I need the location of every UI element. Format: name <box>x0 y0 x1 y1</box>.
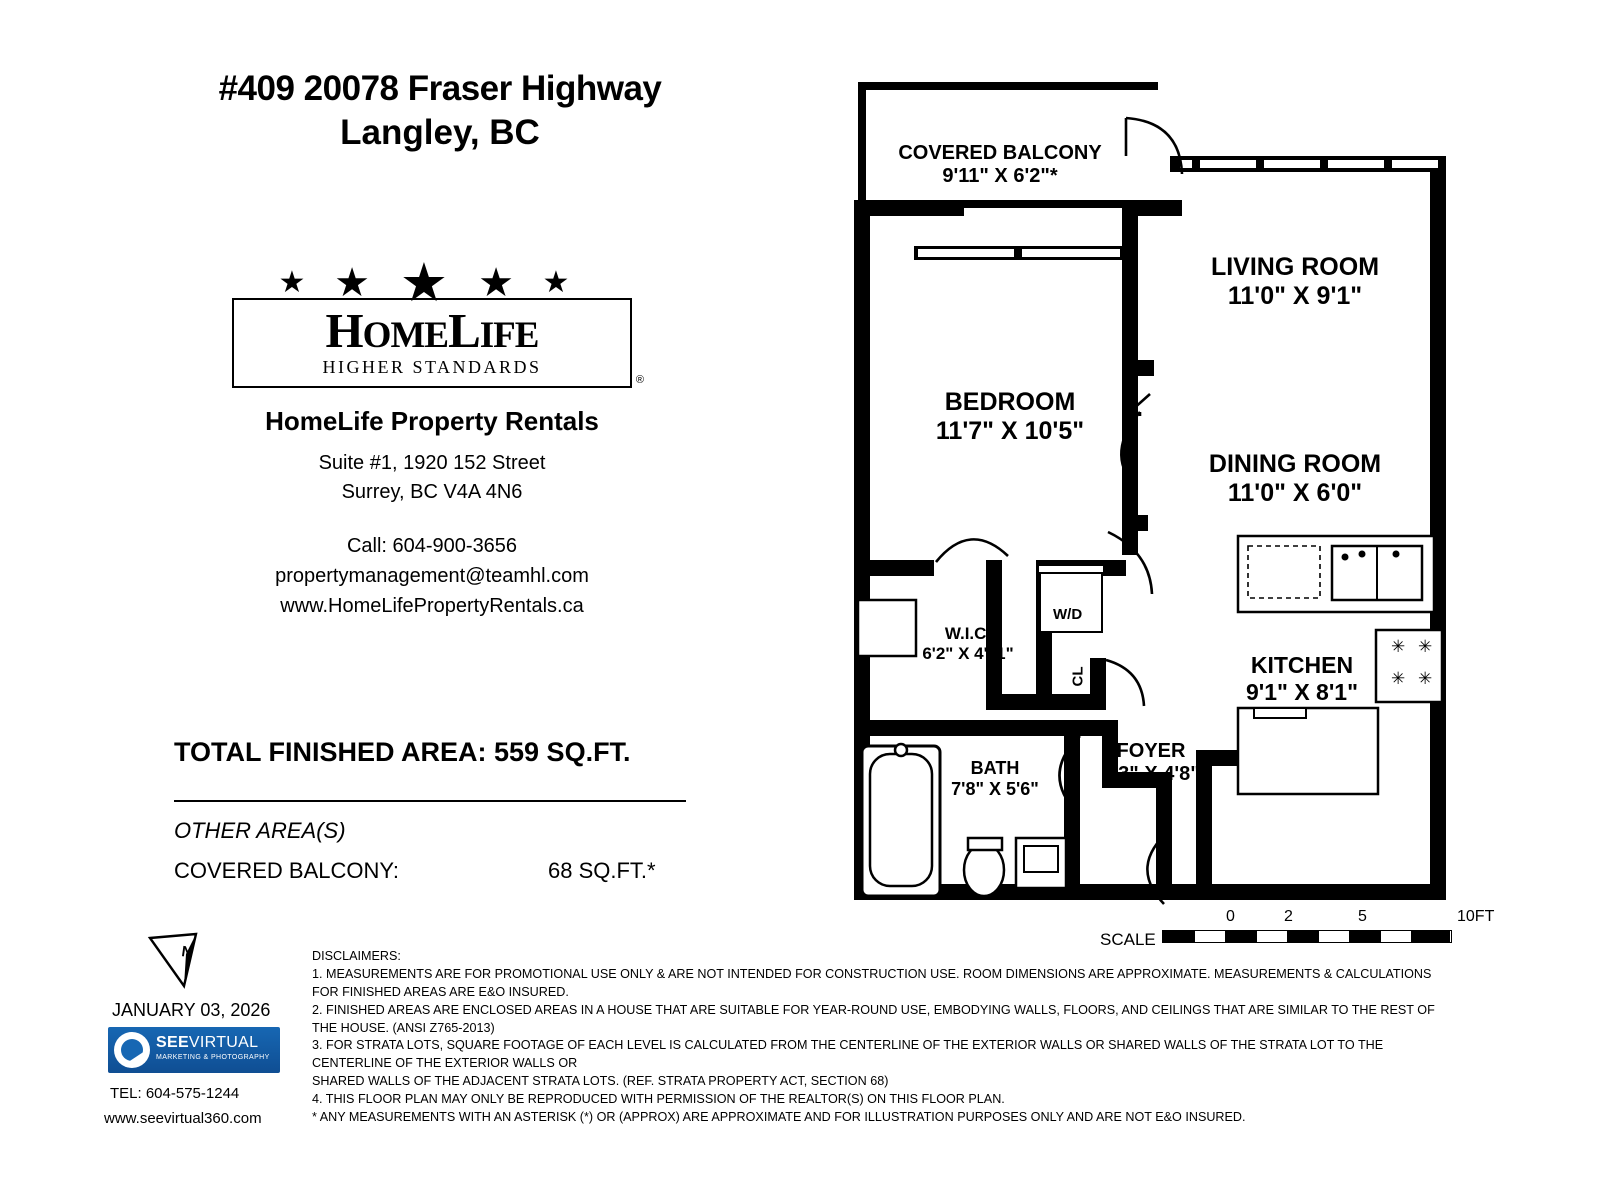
north-arrow-icon <box>144 930 234 992</box>
label-closet: CL <box>1069 666 1087 687</box>
room-dims: 5'3" X 4'8" <box>1102 763 1200 786</box>
svg-text:✳: ✳ <box>1418 669 1433 688</box>
disclaimer-item: 1. MEASUREMENTS ARE FOR PROMOTIONAL USE ONLY & ARE NOT INTENDED FOR CONSTRUCTION USE. ROOM DIMENSIONS ARE APPROXIMATE. MEASUREMENTS & CALCULATIONS FOR FINISHED AREAS ARE E&O INSURED. <box>312 966 1432 999</box>
divider <box>174 800 686 802</box>
star-icon: ★ <box>278 266 306 299</box>
company-contact <box>232 531 632 621</box>
scale-tick: 10FT <box>1457 908 1495 925</box>
company-website[interactable]: www.HomeLifePropertyRentals.ca <box>280 595 584 617</box>
company-address <box>232 449 632 507</box>
room-name: DINING ROOM <box>1208 450 1382 478</box>
room-dims: 7'8" X 5'6" <box>951 779 1039 800</box>
star-icon: ★ <box>399 253 449 313</box>
star-icon: ★ <box>334 261 370 305</box>
scale-bar <box>1162 930 1452 943</box>
room-label-foyer <box>1086 740 1216 787</box>
room-label-living-room <box>1180 253 1410 312</box>
seevirtual-logo <box>108 1027 280 1073</box>
disclaimer-item: 4. THIS FLOOR PLAN MAY ONLY BE REPRODUCED WITH PERMISSION OF THE REALTOR(S) ON THIS FLOOR PLAN. <box>312 1092 1005 1106</box>
disclaimer-item: * ANY MEASUREMENTS WITH AN ASTERISK (*) OR (APPROX) ARE APPROXIMATE AND FOR ILLUSTRATION PURPOSES ONLY AND ARE NOT E&O INSURED. <box>312 1109 1246 1124</box>
scale-tick: 5 <box>1358 908 1367 925</box>
label-washer-dryer: W/D <box>1053 606 1083 623</box>
room-label-wic <box>908 624 1028 664</box>
svg-text:✳: ✳ <box>1391 637 1406 656</box>
room-name: W.I.C. <box>944 624 992 643</box>
other-area-value: 68 SQ.FT.* <box>548 858 656 883</box>
room-label-kitchen <box>1222 652 1382 706</box>
seevirtual-subtitle: MARKETING & PHOTOGRAPHY <box>156 1054 270 1061</box>
star-icon: ★ <box>478 261 514 305</box>
room-name: KITCHEN <box>1250 652 1354 678</box>
company-address-line-2: Surrey, BC V4A 4N6 <box>341 481 523 503</box>
seevirtual-title <box>156 1035 270 1051</box>
seevirtual-text <box>156 1035 270 1061</box>
room-dims: 11'0" X 9'1" <box>1227 282 1363 311</box>
registered-mark: ® <box>635 374 644 386</box>
total-finished-area: TOTAL FINISHED AREA: 559 SQ.FT. <box>174 737 631 767</box>
disclaimers-block <box>312 948 1452 1127</box>
room-name: FOYER <box>1116 740 1186 762</box>
other-areas-heading: OTHER AREA(S) <box>174 818 346 843</box>
room-dims: 11'0" X 6'0" <box>1227 479 1363 508</box>
address-line-1: #409 20078 Fraser Highway <box>218 69 662 108</box>
disclaimer-item: SHARED WALLS OF THE ADJACENT STRATA LOTS. (REF. STRATA PROPERTY ACT, SECTION 68) <box>312 1074 889 1089</box>
seevirtual-tel: TEL: 604-575-1244 <box>110 1085 240 1102</box>
room-dims: 9'1" X 8'1" <box>1245 678 1359 705</box>
room-label-covered-balcony <box>880 142 1120 189</box>
room-label-bath <box>940 758 1050 800</box>
disclaimer-item: 3. FOR STRATA LOTS, SQUARE FOOTAGE OF EACH LEVEL IS CALCULATED FROM THE CENTERLINE OF THE EXTERIOR WALLS OR SHARED WALLS OF THE STRATA LOT TO THE CENTERLINE OF THE EXTERIOR WALLS OR <box>312 1038 1384 1071</box>
logo-ome: OME <box>362 315 449 356</box>
company-phone: Call: 604-900-3656 <box>346 535 518 557</box>
svg-text:N: N <box>180 943 194 962</box>
svg-text:✳: ✳ <box>1418 637 1433 656</box>
logo-box <box>232 298 644 388</box>
room-label-dining-room <box>1175 450 1415 509</box>
scale-tick: 2 <box>1284 908 1293 925</box>
scale-label: SCALE <box>1100 930 1156 949</box>
seevirtual-see: SEE <box>156 1034 189 1051</box>
room-dims: 6'2" X 4'11" <box>922 643 1014 663</box>
company-address-line-1: Suite #1, 1920 152 Street <box>318 452 546 474</box>
disclaimers-heading: DISCLAIMERS: <box>312 949 401 963</box>
address-line-2: Langley, BC <box>340 113 540 152</box>
scale-ticks <box>1162 908 1495 930</box>
seevirtual-website[interactable]: www.seevirtual360.com <box>104 1110 262 1127</box>
company-email[interactable]: propertymanagement@teamhl.com <box>275 565 589 587</box>
company-name: HomeLife Property Rentals <box>265 406 599 436</box>
logo-h: H <box>325 303 363 358</box>
room-name: COVERED BALCONY <box>898 142 1102 164</box>
room-dims: 11'7" X 10'5" <box>935 417 1085 446</box>
swirl-icon <box>114 1032 150 1068</box>
logo-ife: IFE <box>479 315 539 356</box>
plan-date: JANUARY 03, 2026 <box>112 1000 271 1020</box>
scale-bar-widget <box>1100 908 1495 956</box>
logo-tagline: HIGHER STANDARDS <box>322 357 542 377</box>
room-name: BEDROOM <box>944 388 1076 416</box>
logo-l: L <box>448 303 480 358</box>
room-label-bedroom <box>900 388 1120 447</box>
room-name: LIVING ROOM <box>1210 253 1380 281</box>
seevirtual-virtual: VIRTUAL <box>188 1034 259 1051</box>
svg-text:✳: ✳ <box>1391 669 1406 688</box>
scale-tick: 0 <box>1226 908 1235 925</box>
property-address <box>120 68 760 156</box>
other-area-label: COVERED BALCONY: <box>174 858 399 883</box>
disclaimer-item: 2. FINISHED AREAS ARE ENCLOSED AREAS IN A HOUSE THAT ARE SUITABLE FOR YEAR-ROUND USE, EMBODYING WALLS, FLOORS, AND CEILINGS THAT ARE SIMILAR TO THE REST OF THE HOUSE. (ANSI Z765-2013) <box>312 1002 1435 1035</box>
star-icon: ★ <box>542 266 570 299</box>
logo-wordmark <box>238 303 626 358</box>
homelife-logo <box>232 253 644 621</box>
room-name: BATH <box>970 758 1020 778</box>
room-dims: 9'11" X 6'2"* <box>942 165 1058 188</box>
